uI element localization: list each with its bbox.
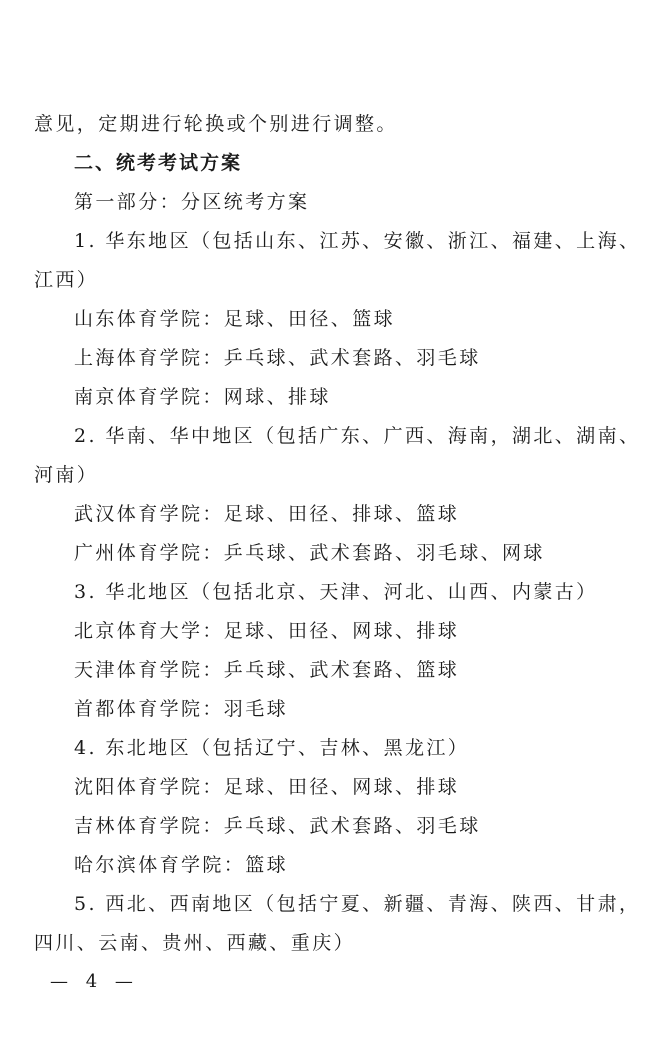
region-item-3: 3. 华北地区（包括北京、天津、河北、山西、内蒙古） [74, 581, 598, 603]
region-item-2-continued: 河南） [34, 464, 99, 486]
institution-line: 首都体育学院：羽毛球 [74, 698, 289, 720]
region-item-4: 4. 东北地区（包括辽宁、吉林、黑龙江） [74, 737, 470, 759]
institution-line: 天津体育学院：乒乓球、武术套路、篮球 [74, 659, 460, 681]
institution-line: 山东体育学院：足球、田径、篮球 [74, 308, 396, 330]
institution-line: 吉林体育学院：乒乓球、武术套路、羽毛球 [74, 815, 481, 837]
region-item-1: 1. 华东地区（包括山东、江苏、安徽、浙江、福建、上海、 [74, 230, 641, 252]
region-item-1-continued: 江西） [34, 269, 99, 291]
page-number: — 4 — [50, 971, 139, 992]
institution-line: 沈阳体育学院：足球、田径、网球、排球 [74, 776, 460, 798]
section-heading: 二、统考考试方案 [74, 152, 243, 174]
institution-line: 上海体育学院：乒乓球、武术套路、羽毛球 [74, 347, 481, 369]
institution-line: 南京体育学院：网球、排球 [74, 386, 331, 408]
region-item-2: 2. 华南、华中地区（包括广东、广西、海南，湖北、湖南、 [74, 425, 641, 447]
region-item-5: 5. 西北、西南地区（包括宁夏、新疆、青海、陕西、甘肃， [74, 893, 641, 915]
institution-line: 武汉体育学院：足球、田径、排球、篮球 [74, 503, 460, 525]
institution-line: 哈尔滨体育学院：篮球 [74, 854, 289, 876]
region-item-5-continued: 四川、云南、贵州、西藏、重庆） [34, 932, 356, 954]
institution-line: 北京体育大学：足球、田径、网球、排球 [74, 620, 460, 642]
institution-line: 广州体育学院：乒乓球、武术套路、羽毛球、网球 [74, 542, 545, 564]
subsection-title: 第一部分：分区统考方案 [74, 191, 310, 213]
paragraph-continuation: 意见，定期进行轮换或个别进行调整。 [34, 113, 398, 135]
